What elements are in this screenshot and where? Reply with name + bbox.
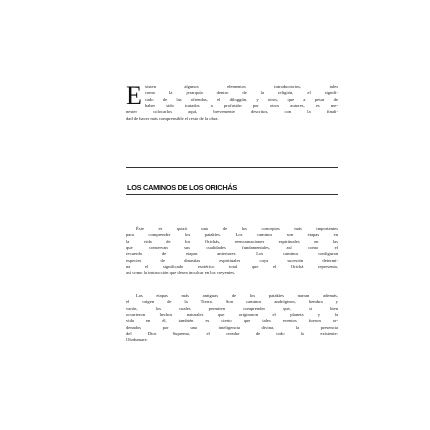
drop-cap: E [126,81,142,110]
text-line: especies de dinastías espirituales cuya sucesión determi- [126,257,338,263]
text-line: del Dios Supremo, el creador de todo lo existente: [126,331,338,337]
text-line: como la jerarquía dentro de la religión, el signifi- [144,90,338,96]
text-line: el origen de la Tierra. Son caminos andróginos, hembra y [126,299,338,305]
text-line: dad de hacer más comprensible el resto de la obra. [126,115,219,121]
body-paragraph-1 [126,226,338,277]
text-line: na el significado esotérico total que el Orichá representa, [126,264,338,270]
text-line: haber sido tratados a profusión por otros autores, es me- [144,103,338,109]
text-line: recuerdo de etapas anteriores. Los caminos configuran [126,251,338,257]
text-line: la vida de los Orichás, reencarnaciones espirituales en las [126,238,338,244]
section-rule-bottom [126,194,338,195]
intro-paragraph [126,81,338,122]
text-line: ocurrieron hechos naturales que originaron el planeta y la [126,312,338,318]
text-line: xisten algunos elementos introductorios, tales [144,84,338,89]
section-heading: LOS CAMINOS DE LOS ORICHÁS [127,183,238,192]
text-line: varón, los cuales permiten comprender que, si bien [126,305,338,311]
section-rule-top [126,167,338,168]
text-line: denados por una inteligencia divina, la presencia [126,324,338,330]
body-paragraph-2 [126,293,338,344]
text-line: cado de las ofrendas, el diloggún, y otros, que a pesar de [144,96,338,102]
text-line: Las etapas más antiguas de los patakíes narran además, [136,293,338,298]
text-line: Olodumare. [126,337,148,343]
text-line: que conservan sus cualidades fundamentales, así como el [126,245,338,251]
text-line: vida en él, también es cierto que tales eventos fueron or- [126,318,338,324]
text-line: para comprender los patakíes. Los caminos son etapas en [126,232,338,238]
text-line: nester colocarlos aquí, brevemente descritos, con la finali- [126,109,338,115]
text-line: Éste es quizá uno de los conceptos más importantes [136,226,338,231]
text-line: así como la instrucción que desea inculcar en los creyentes. [126,270,236,276]
